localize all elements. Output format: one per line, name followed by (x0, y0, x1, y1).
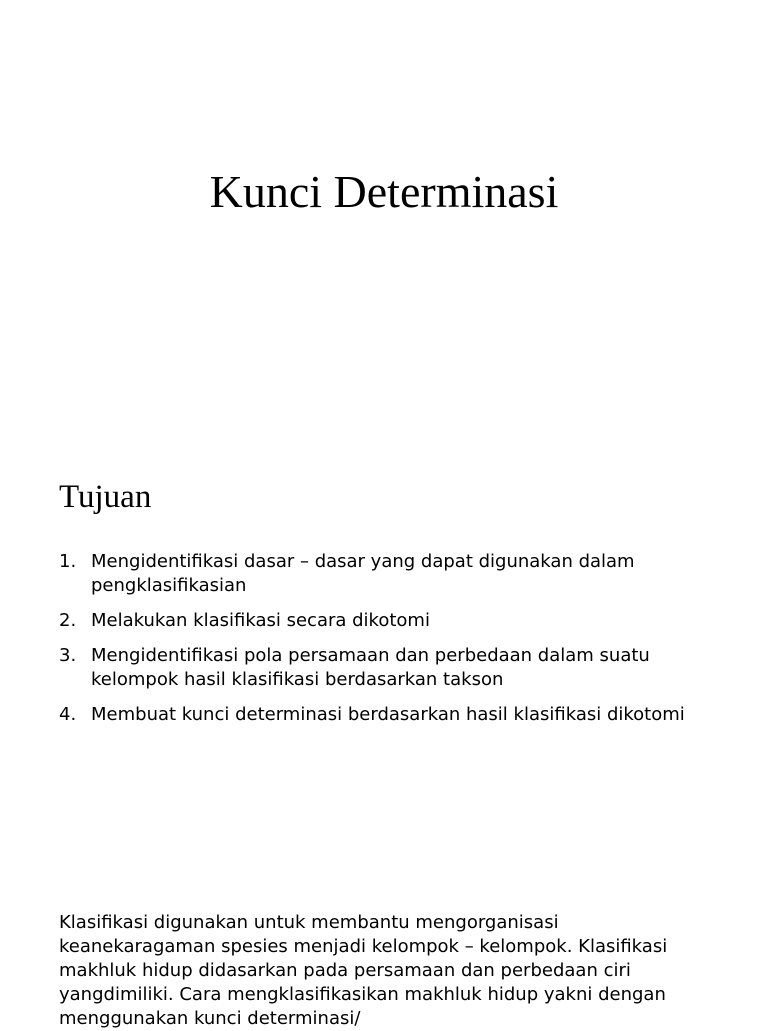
goals-list (59, 550, 739, 738)
list-item-text: Melakukan klasifikasi secara dikotomi (91, 610, 430, 631)
list-item-number: 3. (59, 645, 77, 666)
section-heading: Tujuan (59, 479, 152, 515)
list-item-number: 1. (59, 551, 77, 572)
list-item (59, 703, 739, 727)
list-item-text: Membuat kunci determinasi berdasarkan hasil klasifikasi dikotomi (91, 704, 685, 725)
list-item (59, 609, 739, 633)
body-paragraph: Klasifikasi digunakan untuk membantu mengorganisasi keanekaragaman spesies menjadi kelompok – kelompok. Klasifikasi makhluk hidup didasarkan pada persamaan dan perbedaan ciri yangdimiliki. Cara mengklasifikasikan makhluk hidup yakni dengan menggunakan kunci determinasi/ (59, 912, 668, 1029)
slide-title: Kunci Determinasi (209, 166, 559, 217)
list-item-text: Mengidentifikasi pola persamaan dan perbedaan dalam suatu kelompok hasil klasifikasi berdasarkan takson (91, 645, 650, 690)
list-item (59, 550, 739, 598)
list-item-text: Mengidentifikasi dasar – dasar yang dapat digunakan dalam pengklasifikasian (91, 551, 635, 596)
list-item-number: 4. (59, 704, 77, 725)
list-item-number: 2. (59, 610, 77, 631)
list-item (59, 644, 739, 692)
